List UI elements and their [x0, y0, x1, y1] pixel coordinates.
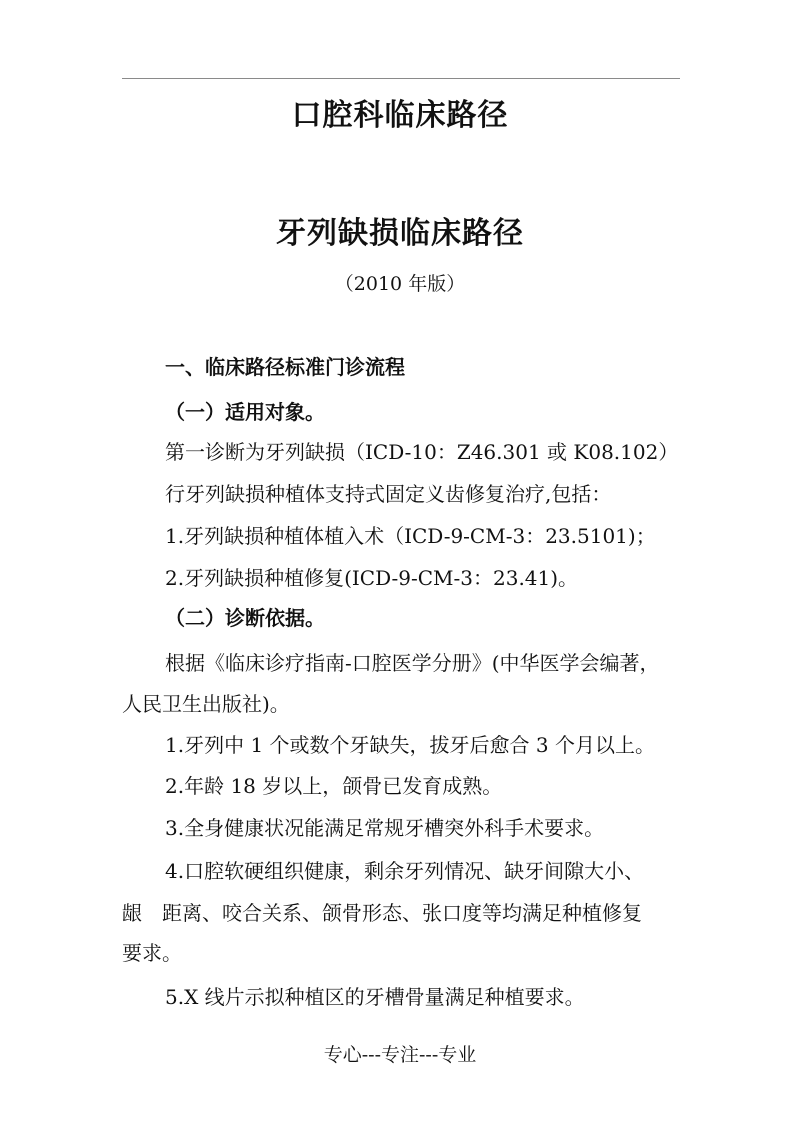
document-title: 口腔科临床路径 — [291, 98, 509, 133]
section-heading: 一、临床路径标准门诊流程 — [165, 355, 405, 379]
scope-line-1: 第一诊断为牙列缺损（ICD-10：Z46.301 或 K08.102） — [165, 440, 679, 464]
criterion-4-line-3: 要求。 — [122, 941, 182, 965]
subsection-heading-diagnosis: （二）诊断依据。 — [165, 606, 325, 630]
criterion-4-line-1: 4.口腔软硬组织健康，剩余牙列情况、缺牙间隙大小、 — [165, 859, 645, 883]
criterion-1: 1.牙列中 1 个或数个牙缺失，拔牙后愈合 3 个月以上。 — [165, 733, 655, 757]
criterion-2: 2.年龄 18 岁以上，颌骨已发育成熟。 — [165, 774, 503, 798]
criterion-5: 5.X 线片示拟种植区的牙槽骨量满足种植要求。 — [165, 985, 585, 1009]
page-footer: 专心---专注---专业 — [323, 1044, 477, 1066]
header-rule — [122, 78, 680, 79]
scope-line-3: 1.牙列缺损种植体植入术（ICD-9-CM-3：23.5101)； — [165, 524, 656, 548]
scope-line-4: 2.牙列缺损种植修复(ICD-9-CM-3：23.41)。 — [165, 566, 579, 590]
pathway-title: 牙列缺损临床路径 — [276, 216, 524, 251]
diagnosis-basis-line-1: 根据《临床诊疗指南-口腔医学分册》(中华医学会编著， — [165, 651, 660, 675]
diagnosis-basis-line-2: 人民卫生出版社)。 — [122, 692, 290, 716]
subsection-heading-scope: （一）适用对象。 — [165, 400, 325, 424]
scope-line-2: 行牙列缺损种植体支持式固定义齿修复治疗,包括： — [165, 482, 612, 506]
criterion-3: 3.全身健康状况能满足常规牙槽突外科手术要求。 — [165, 816, 605, 840]
criterion-4-line-2: 龈 距离、咬合关系、颌骨形态、张口度等均满足种植修复 — [122, 901, 642, 925]
edition-label: （2010 年版） — [334, 273, 466, 295]
